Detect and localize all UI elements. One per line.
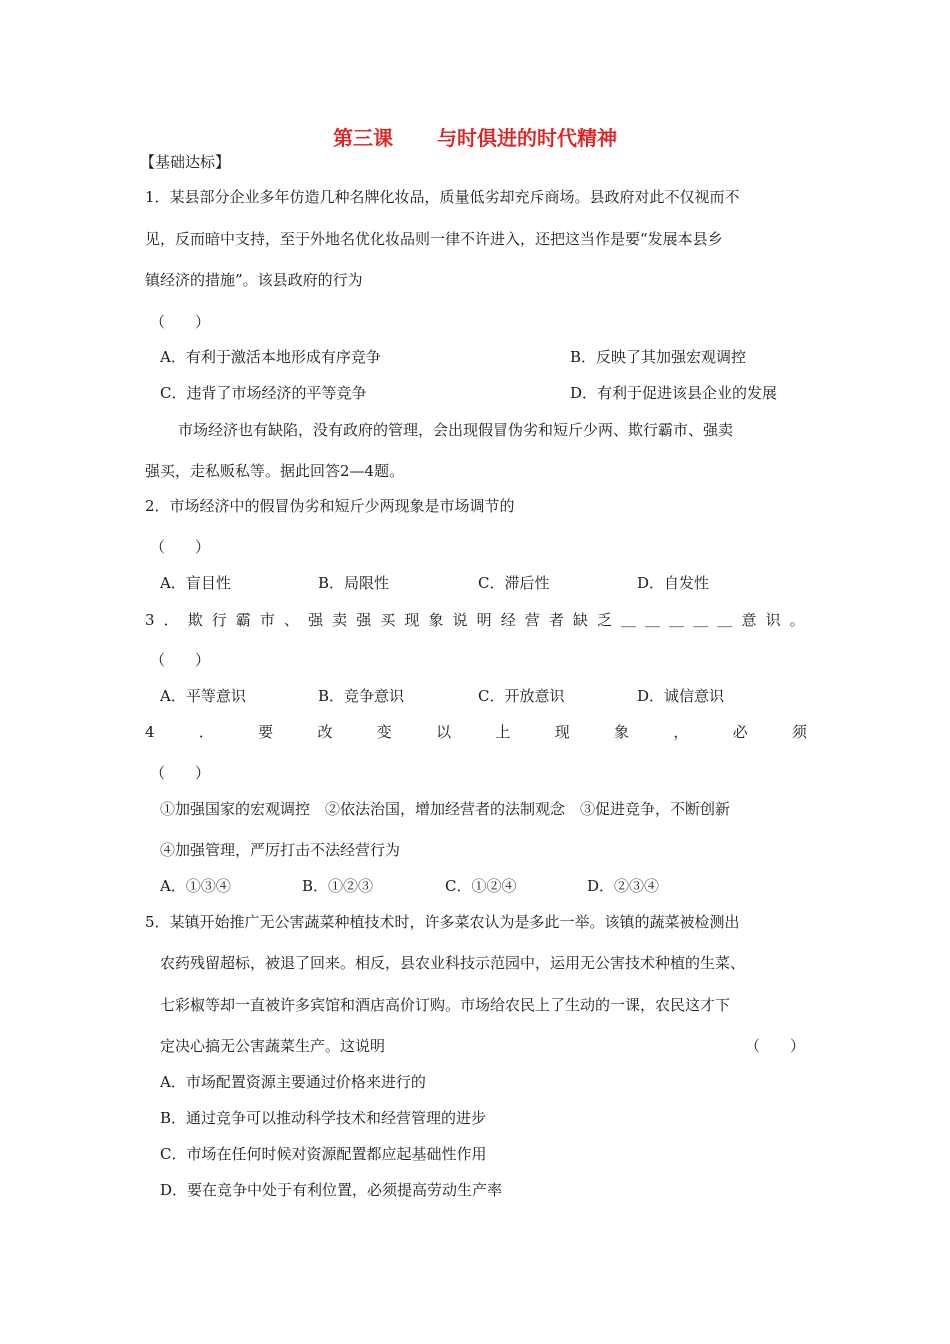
q2-answer-paren: （ ） — [150, 538, 211, 556]
q5-option-c: C．市场在任何时候对资源配置都应起基础性作用 — [160, 1145, 487, 1163]
q5-stem-line-4: 定决心搞无公害蔬菜生产。这说明 — [160, 1037, 386, 1055]
q4-items-line-1: ①加强国家的宏观调控 ②依法治国，增加经营者的法制观念 ③促进竞争，不断创新 — [160, 800, 731, 818]
q2-option-a: A．盲目性 — [160, 574, 231, 592]
q1-stem-line-3: 镇经济的措施”。该县政府的行为 — [145, 271, 363, 289]
lesson-title: 与时俱进的时代精神 — [437, 126, 617, 150]
q1-option-b: B．反映了其加强宏观调控 — [570, 348, 747, 366]
q3-stem: 3 ． 欺 行 霸 市 、 强 卖 强 买 现 象 说 明 经 营 者 缺 乏 ＿ ＿ ＿ ＿ ＿ 意 识 。 — [145, 611, 805, 629]
q2-stem: 2．市场经济中的假冒伪劣和短斤少两现象是市场调节的 — [145, 497, 515, 515]
q3-option-c: C．开放意识 — [478, 687, 565, 705]
material-line-1: 市场经济也有缺陷，没有政府的管理，会出现假冒伪劣和短斤少两、欺行霸市、强卖 — [178, 421, 734, 439]
q3-answer-paren: （ ） — [150, 651, 211, 669]
q1-stem-line-2: 见，反而暗中支持，至于外地名优化妆品则一律不许进入，还把这当作是要“发展本县乡 — [145, 230, 723, 248]
q3-option-b: B．竞争意识 — [318, 687, 405, 705]
q5-stem-line-1: 5．某镇开始推广无公害蔬菜种植技术时，许多菜农认为是多此一举。该镇的蔬菜被检测出 — [145, 913, 740, 931]
material-line-2: 强买，走私贩私等。据此回答2—4题。 — [145, 462, 405, 480]
lesson-number: 第三课 — [333, 126, 393, 150]
q2-option-b: B．局限性 — [318, 574, 390, 592]
q3-option-d: D．诚信意识 — [637, 687, 725, 705]
q5-option-b: B．通过竞争可以推动科学技术和经营管理的进步 — [160, 1109, 487, 1127]
q4-option-b: B．①②③ — [302, 877, 374, 895]
q4-option-d: D．②③④ — [587, 877, 660, 895]
page-title — [0, 124, 950, 152]
q5-stem-line-2: 农药残留超标，被退了回来。相反，县农业科技示范园中，运用无公害技术种植的生菜、 — [160, 954, 746, 972]
q3-option-a: A．平等意识 — [160, 687, 246, 705]
q1-option-d: D．有利于促进该县企业的发展 — [570, 384, 778, 402]
q5-option-a: A．市场配置资源主要通过价格来进行的 — [160, 1073, 426, 1091]
q4-answer-paren: （ ） — [150, 764, 211, 782]
q2-option-c: C．滞后性 — [478, 574, 550, 592]
q5-stem-line-3: 七彩椒等却一直被许多宾馆和酒店高价订购。市场给农民上了生动的一课，农民这才下 — [160, 996, 731, 1014]
q4-stem: 4 ． 要 改 变 以 上 现 象 ， 必 须 — [145, 723, 807, 741]
q1-answer-paren: （ ） — [150, 313, 211, 331]
q4-items-line-2: ④加强管理，严厉打击不法经营行为 — [160, 841, 401, 859]
q5-option-d: D．要在竞争中处于有利位置，必须提高劳动生产率 — [160, 1181, 503, 1199]
q1-option-a: A．有利于激活本地形成有序竞争 — [160, 348, 381, 366]
section-heading: 【基础达标】 — [140, 153, 231, 171]
q1-stem-line-1: 1．某县部分企业多年仿造几种名牌化妆品，质量低劣却充斥商场。县政府对此不仅视而不 — [145, 188, 740, 206]
q2-option-d: D．自发性 — [637, 574, 710, 592]
q4-option-c: C．①②④ — [445, 877, 517, 895]
q4-option-a: A．①③④ — [160, 877, 231, 895]
q1-option-c: C．违背了市场经济的平等竞争 — [160, 384, 367, 402]
q5-answer-paren: （ ） — [745, 1037, 806, 1055]
